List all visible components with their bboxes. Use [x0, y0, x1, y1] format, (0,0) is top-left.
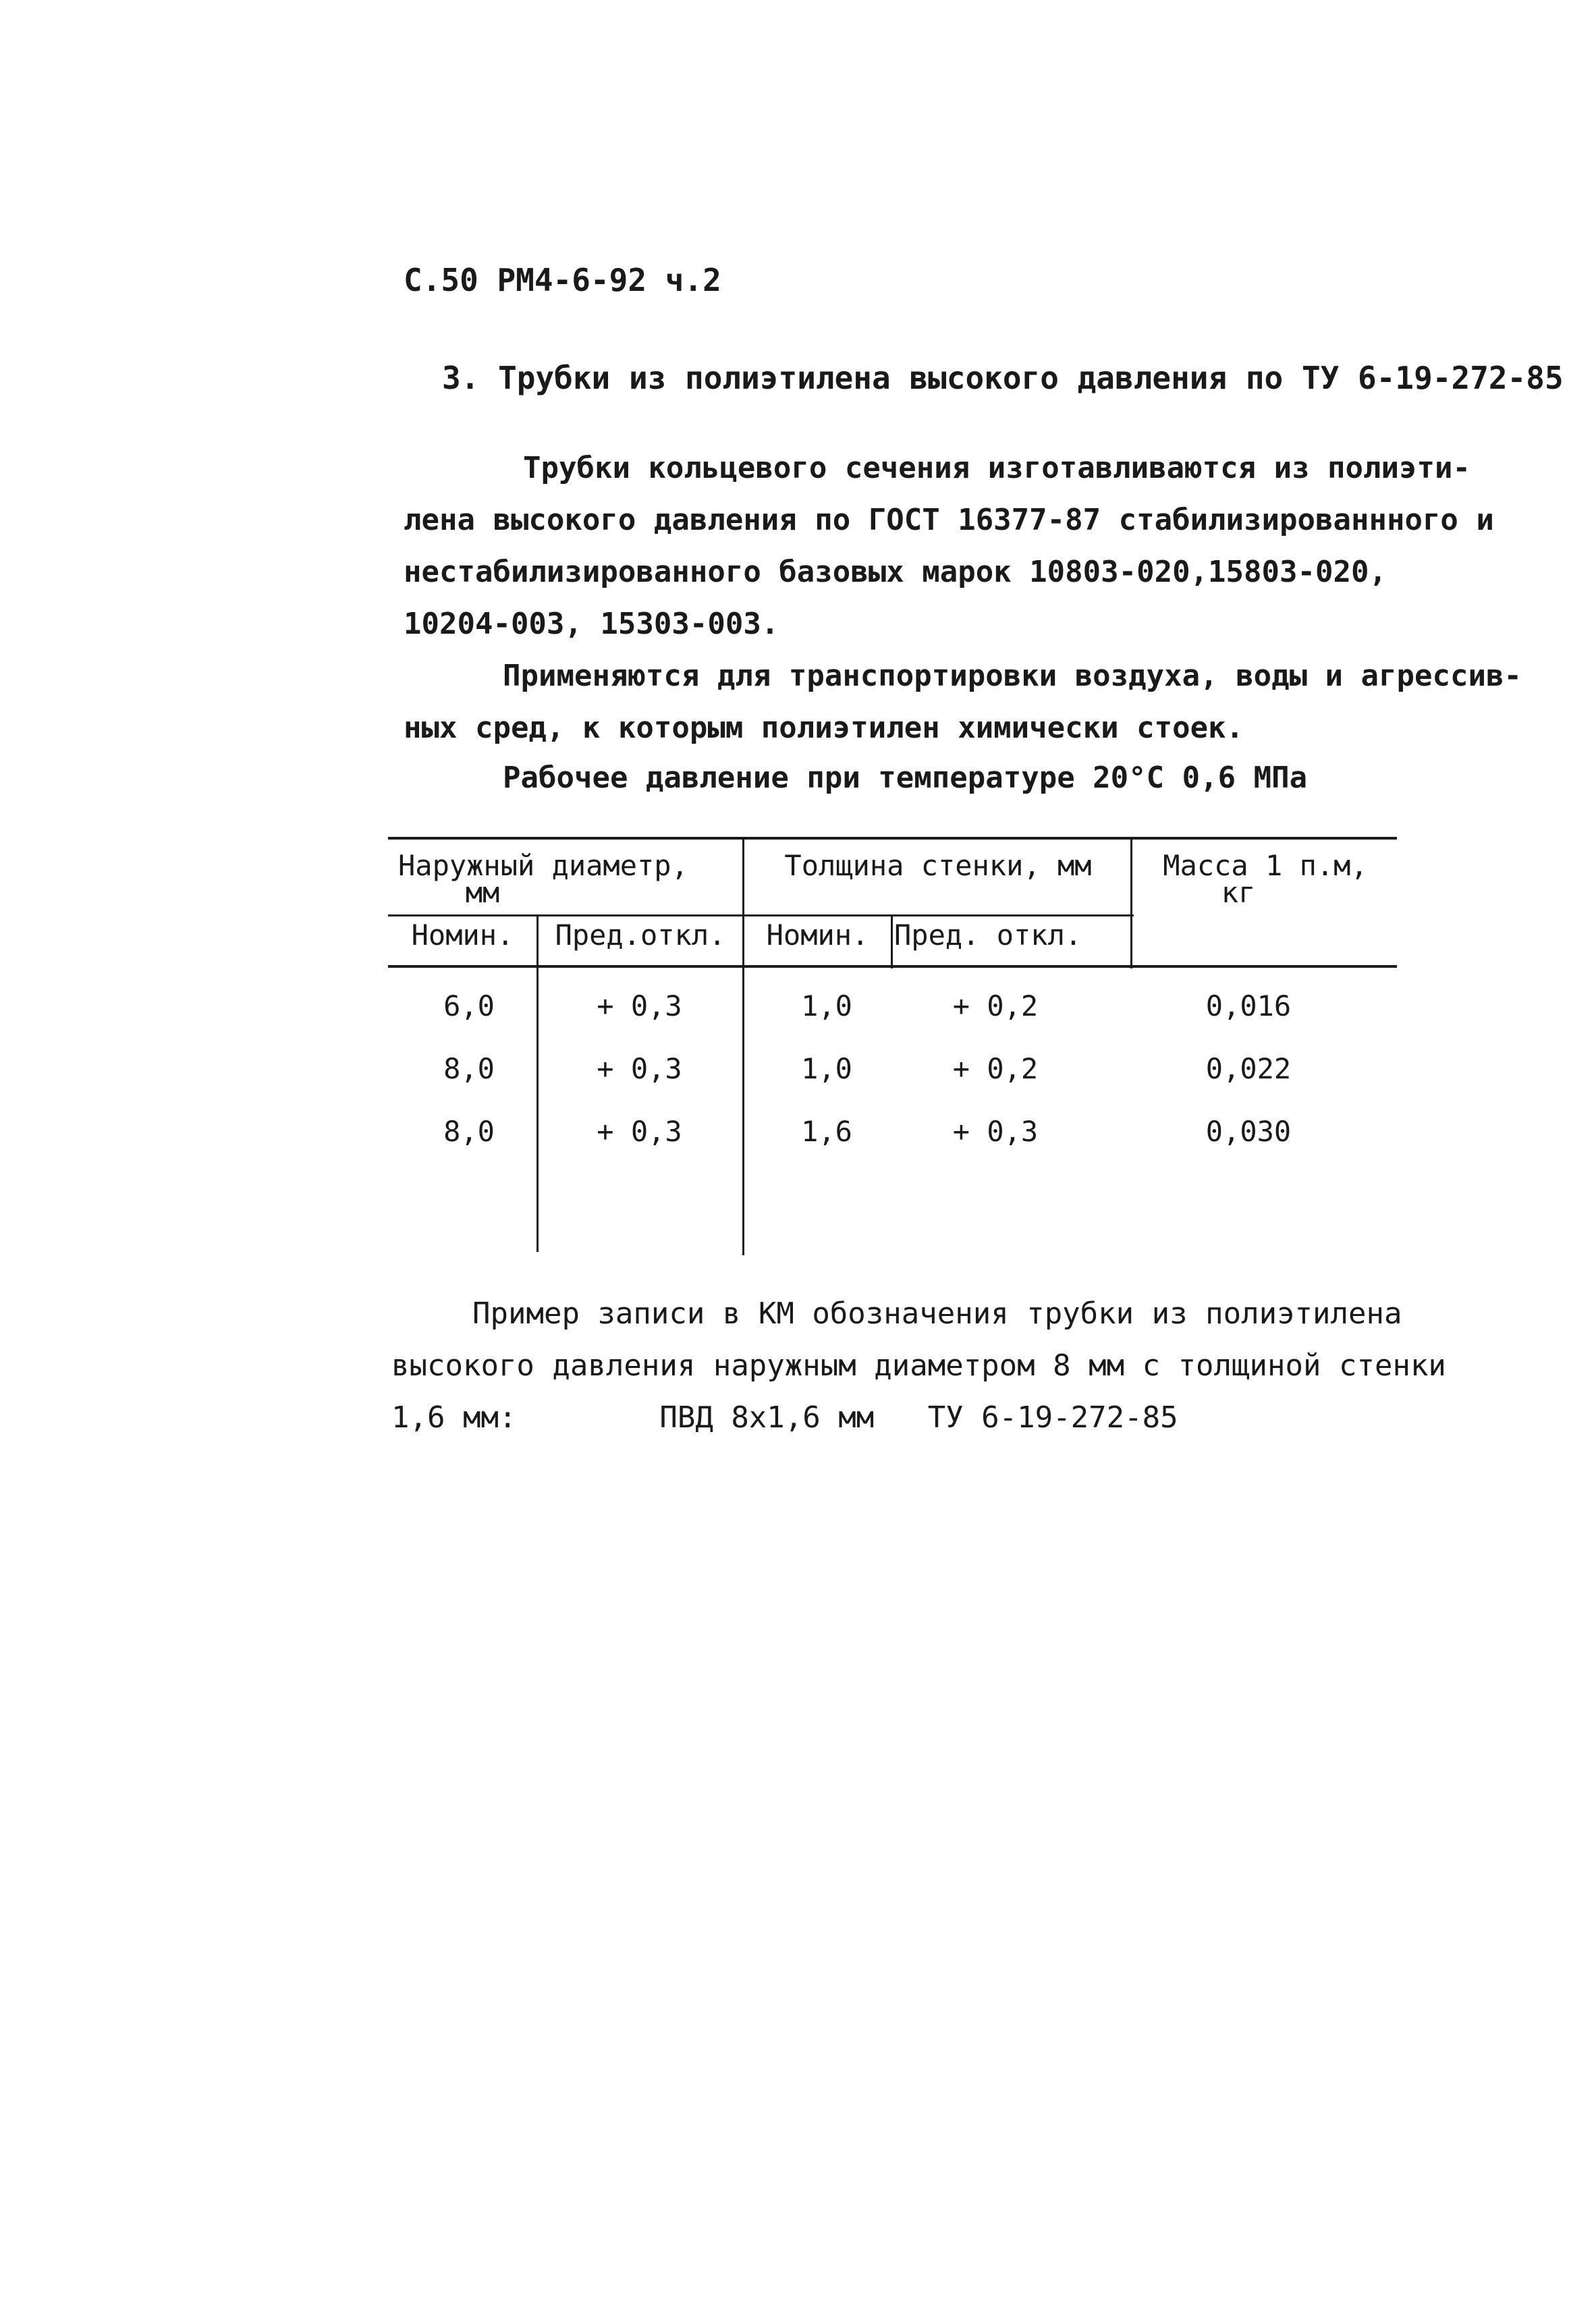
table-cell: 1,0: [801, 1052, 852, 1085]
paragraph-line: Применяются для транспортировки воздуха, воды и агрессив-: [503, 659, 1522, 693]
table-cell: + 0,2: [952, 989, 1039, 1022]
table-cell: + 0,3: [952, 1115, 1039, 1148]
example-line: 1,6 мм: ПВД 8х1,6 мм ТУ 6-19-272-85: [391, 1400, 1178, 1435]
example-line: высокого давления наружным диаметром 8 мм с толщиной стенки: [391, 1348, 1446, 1383]
header-outer-diameter-unit: мм: [465, 876, 500, 909]
subheader-nominal-thickness: Номин.: [766, 919, 869, 952]
table-column-divider: [742, 837, 744, 1255]
table-cell: 8,0: [443, 1052, 495, 1085]
table-subheader-rule: [388, 914, 1134, 916]
header-outer-diameter: Наружный диаметр,: [398, 849, 688, 882]
header-mass-unit: кг: [1221, 876, 1256, 909]
table-cell: 6,0: [443, 989, 495, 1022]
table-cell: 0,016: [1205, 989, 1292, 1022]
paragraph-line: 10204-003, 15303-003.: [404, 607, 779, 641]
table-column-divider: [536, 914, 539, 1252]
table-cell: + 0,2: [952, 1052, 1039, 1085]
paragraph-line: нестабилизированного базовых марок 10803-020,15803-020,: [404, 555, 1387, 589]
paragraph-line: Трубки кольцевого сечения изготавливаются из полиэти-: [523, 451, 1470, 485]
table-cell: + 0,3: [597, 989, 682, 1022]
table-cell: 1,0: [801, 989, 852, 1022]
table-cell: + 0,3: [597, 1115, 682, 1148]
table-column-divider: [1130, 837, 1132, 968]
header-mass: Масса 1 п.м,: [1163, 849, 1368, 882]
page-header: С.50 РМ4-6-92 ч.2: [404, 262, 721, 298]
table-cell: 8,0: [443, 1115, 495, 1148]
table-cell: 1,6: [801, 1115, 852, 1148]
paragraph-line: лена высокого давления по ГОСТ 16377-87 стабилизированнного и: [404, 503, 1494, 537]
table-column-divider: [891, 914, 893, 968]
table-cell: + 0,3: [597, 1052, 682, 1085]
paragraph-line: ных сред, к которым полиэтилен химически стоек.: [404, 711, 1244, 745]
table-cell: 0,030: [1205, 1115, 1292, 1148]
subheader-tolerance-thickness: Пред. откл.: [894, 919, 1082, 952]
example-line: Пример записи в КМ обозначения трубки из полиэтилена: [472, 1296, 1402, 1331]
header-wall-thickness: Толщина стенки, мм: [784, 849, 1092, 882]
section-title: 3. Трубки из полиэтилена высокого давления по ТУ 6-19-272-85: [442, 360, 1564, 396]
subheader-tolerance-diameter: Пред.откл.: [555, 919, 726, 952]
table-top-rule: [388, 837, 1397, 840]
working-pressure: Рабочее давление при температуре 20°С 0,6 МПа: [503, 761, 1308, 795]
table-cell: 0,022: [1205, 1052, 1292, 1085]
subheader-nominal-diameter: Номин.: [411, 919, 514, 952]
